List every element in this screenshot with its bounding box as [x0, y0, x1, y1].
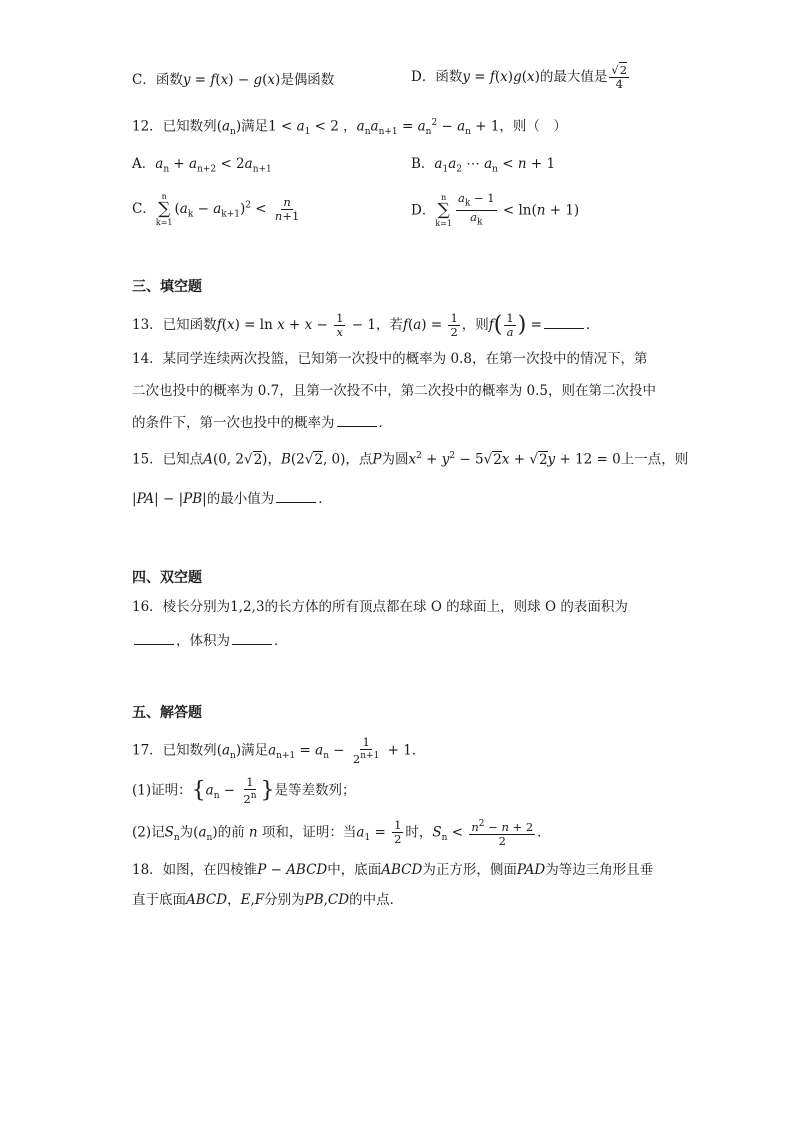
- q11-d-prefix: D．函数: [411, 69, 463, 85]
- q12-stem-suffix: ，则（ ）: [499, 118, 567, 135]
- q13-fraction-1-over-a: $\frac{1}{a}$: [506, 311, 514, 339]
- q12-stem-mid: 满足: [241, 118, 269, 135]
- q12-d-fraction: $\frac{a_k - 1}{a_k}$: [457, 191, 495, 228]
- q18-line-2-end: 的中点．: [349, 892, 404, 908]
- section-3-heading: 三、填空题: [132, 279, 202, 295]
- q13-mid: ，若: [375, 317, 403, 333]
- q13: 13．已知函数f(x) = ln x + x − $\frac{1}{x}$ − 1，若f(a) = $\frac{1}{2}$ ，则f( $\frac{1}{a}$ ) = ．: [132, 311, 600, 339]
- q11-c-suffix: 是偶函数: [280, 72, 335, 88]
- q12-option-c[interactable]: C． n ∑ k=1 $(a_k - a_{k+1})^2$ < $\frac{n}{n+1}$: [132, 192, 300, 227]
- q17-p2-mid3: 项和，证明：当: [261, 824, 357, 841]
- q12-c-fraction: $\frac{n}{n+1}$: [274, 195, 300, 223]
- q15-line-1: 15．已知点A(0, 2√2)，B(2√2, 0)，点P为圆$x^2 + y^2 - 5√2x + √2y + 12 = 0$上一点，则: [132, 451, 689, 468]
- q12-b-label: B．: [411, 156, 435, 172]
- q16-line-2-end: ．: [274, 633, 288, 649]
- q13-prefix: 13．已知函数: [132, 317, 217, 333]
- q17-p2-prefix: (2)记: [132, 824, 165, 841]
- q16-line-2: [132, 630, 288, 651]
- q14-answer-blank[interactable]: [337, 412, 377, 427]
- q15-end: ．: [318, 491, 332, 507]
- q12-c-sum-symbol: n ∑ k=1: [155, 192, 173, 227]
- q12-option-b[interactable]: B．$a_1a_2$ ⋯ $a_n < n + 1$: [411, 156, 556, 175]
- q18-line-1-prefix: 18．如图，在四棱锥: [132, 862, 258, 878]
- q16-line-2-mid: ，体积为: [176, 633, 230, 649]
- q12-d-sum-symbol: n ∑ k=1: [435, 193, 452, 229]
- q15-line-2-suffix: 的最小值为: [206, 491, 275, 507]
- q18-line-1: 18．如图，在四棱锥P − ABCD中，底面ABCD为正方形，侧面PAD为等边三角形且垂: [132, 862, 654, 878]
- q15-sep: ，: [267, 451, 281, 468]
- q17-p2-mid2: 的前: [217, 824, 245, 841]
- q14-line-3-suffix: ．: [378, 415, 392, 431]
- q12-a-label: A．: [132, 156, 156, 172]
- q17-end: ．: [411, 742, 426, 759]
- q17-p2-mid4: 时，: [405, 824, 433, 841]
- q17-part-2: (2)记$S_n$为$(a_n)$的前 n 项和，证明：当$a_1$ = $\frac{1}{2}$ 时，$S_n$ < $\frac{n^2 - n + 2}{2}$ ．: [132, 818, 551, 848]
- q12-option-d[interactable]: D． n ∑ k=1 $\frac{a_k - 1}{a_k}$ < ln(n + 1): [411, 191, 580, 229]
- q12-stem-prefix: 12．已知数列: [132, 118, 217, 135]
- q18-line-1-mid: 中，底面: [327, 862, 382, 878]
- q12-option-a[interactable]: A．$a_n + a_{n+2} < 2a_{n+1}$: [132, 156, 272, 175]
- q18-line-2-prefix: 直于底面: [132, 892, 186, 908]
- q17-prefix: 17．已知数列: [132, 742, 217, 759]
- q13-answer-blank[interactable]: [544, 314, 584, 329]
- q11-c-prefix: C．函数: [132, 72, 183, 88]
- q15-suffix: 上一点，则: [620, 451, 689, 468]
- q17-part-1: (1)证明：{$a_n$ − $\frac{1}{2^n}$ }是等差数列；: [132, 775, 356, 806]
- q17-p1-prefix: (1)证明：: [132, 782, 192, 799]
- q12-stem: 12．已知数列$(a_n)$满足$1 < a_1 < 2$ ，$a_na_{n+1} = a_n^2 - a_n + 1$，则（ ）: [132, 118, 567, 138]
- q17-p1-suffix: 是等差数列；: [274, 782, 356, 799]
- q15-prefix: 15．已知点: [132, 451, 204, 468]
- q17-p2-mid: 为: [179, 824, 194, 841]
- q17-stem: 17．已知数列$(a_n)$满足$a_{n+1} = a_n$ − $\frac{1}{2^{n+1}}$ + 1．: [132, 735, 426, 766]
- section-4-heading: 四、双空题: [132, 570, 202, 586]
- q13-mid2: ，则: [461, 317, 489, 333]
- q18-line-1-suffix: 为等边三角形且垂: [545, 862, 654, 878]
- q15-line-2: |PA| − |PB|的最小值为 ．: [132, 488, 332, 509]
- q17-p2-fraction-bound: $\frac{n^2 - n + 2}{2}$: [471, 819, 534, 848]
- q12-d-label: D．: [411, 202, 436, 219]
- q12-c-label: C．: [132, 201, 156, 217]
- q11-d-max-fraction: $\frac{√2}{4}$: [611, 63, 628, 91]
- q15-circle-label: 为圆: [381, 451, 409, 468]
- q13-fraction-half: $\frac{1}{2}$: [450, 311, 458, 339]
- q14-line-1: 14．某同学连续两次投篮，已知第一次投中的概率为 0.8，在第一次投中的情况下，第: [132, 351, 648, 367]
- q11-option-d[interactable]: D．函数y = f(x)g(x)的最大值是 $\frac{√2}{4}$: [411, 63, 628, 91]
- q18-line-2-mid: ，: [227, 892, 241, 908]
- q18-line-1-mid2: 为正方形，侧面: [422, 862, 517, 878]
- q17-fraction: $\frac{1}{2^{n+1}}$: [352, 735, 380, 766]
- q11-d-suffix: 的最大值是: [539, 69, 608, 85]
- q15-point-p: ，点: [345, 451, 373, 468]
- q13-suffix: ．: [585, 317, 600, 333]
- q14-line-3-prefix: 的条件下，第一次也投中的概率为: [132, 415, 335, 431]
- q16-answer-blank-2[interactable]: [232, 630, 272, 645]
- q15-answer-blank[interactable]: [276, 488, 316, 503]
- q18-line-2: 直于底面ABCD，E,F分别为PB,CD的中点．: [132, 892, 404, 908]
- q11-option-c[interactable]: C．函数y = f(x) − g(x)是偶函数: [132, 72, 335, 88]
- q14-line-3: [132, 412, 392, 433]
- q17-p1-fraction: $\frac{1}{2^n}$: [243, 775, 257, 806]
- section-5-heading: 五、解答题: [132, 705, 202, 721]
- q13-fraction-1-over-x: $\frac{1}{x}$: [336, 311, 344, 339]
- q14-line-2: 二次也投中的概率为 0.7，且第一次投不中，第二次投中的概率为 0.5，则在第二次投中: [132, 383, 657, 399]
- q16-answer-blank-1[interactable]: [134, 630, 174, 645]
- q17-p2-end: ．: [537, 824, 551, 841]
- q16-line-1: 16．棱长分别为1,2,3的长方体的所有顶点都在球 O 的球面上，则球 O 的表面积为: [132, 599, 628, 615]
- q17-p2-fraction-half: $\frac{1}{2}$: [394, 818, 402, 847]
- q17-mid: 满足: [241, 742, 269, 759]
- q18-line-2-mid2: 分别为: [264, 892, 305, 908]
